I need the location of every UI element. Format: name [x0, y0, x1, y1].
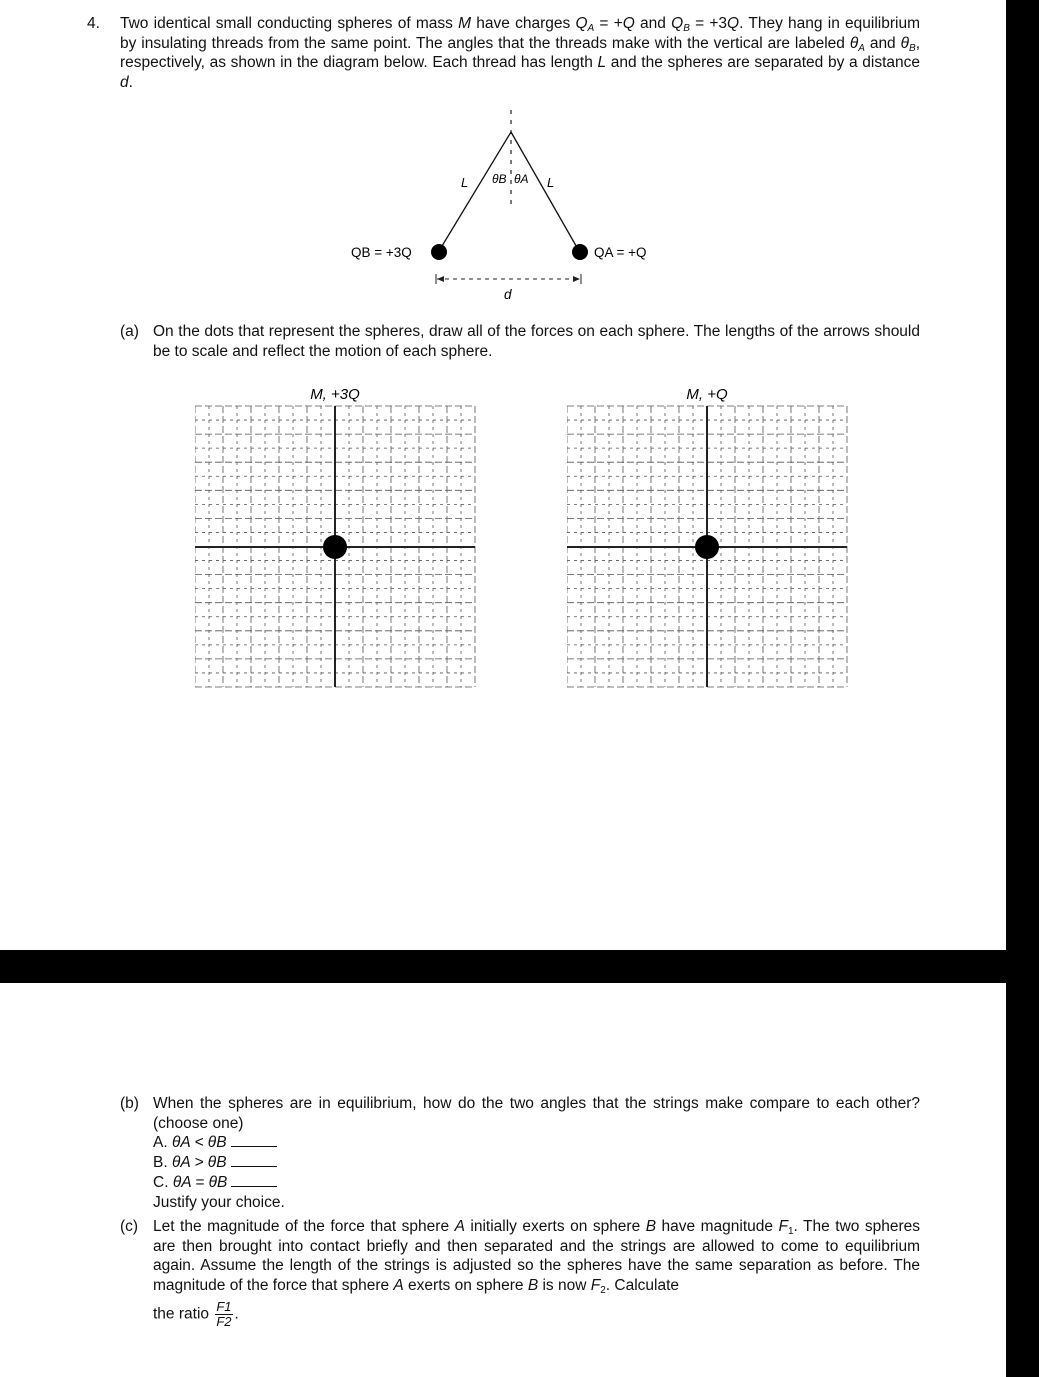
problem-intro [87, 14, 920, 93]
option-b-relation: θA > θB [171, 1154, 227, 1172]
part-b [120, 1094, 920, 1212]
option-a[interactable] [153, 1133, 920, 1153]
label-L-right: L [547, 175, 555, 190]
option-a-letter: A. [153, 1134, 168, 1152]
separation-arrow-left [437, 276, 444, 282]
part-c-label: (c) [120, 1218, 139, 1235]
ratio-line: the ratio $\frac{F1}{F2}$ . [153, 1298, 239, 1329]
sphere-b-dot [431, 244, 447, 260]
justify-prompt: Justify your choice. [153, 1193, 285, 1211]
ratio-prefix: the ratio [153, 1305, 210, 1323]
ratio-denominator: F2 [216, 1313, 232, 1329]
option-c-letter: C. [153, 1173, 169, 1191]
label-theta-b: θB [492, 172, 507, 186]
option-b-letter: B. [153, 1154, 168, 1172]
force-grid-right[interactable] [567, 383, 849, 693]
label-qa: QA = +Q [594, 245, 647, 260]
part-c-text: Let the magnitude of the force that sphere A initially exerts on sphere B have magnitude $F_1$. The two spheres are then brought into contact briefly and then separated and the strings are allowed to come to equilibrium again. Assume the length of the strings is adjusted so the spheres have the same separation as before. The magnitude of the force that sphere A exerts on sphere B is now $F_2$. Calculate [153, 1218, 921, 1297]
grid-left-label: M, +3Q [310, 386, 360, 403]
option-c[interactable] [153, 1173, 920, 1193]
option-c-relation: θA = θB [172, 1173, 228, 1191]
grid-right-sphere-dot[interactable] [695, 535, 719, 559]
separation-arrow-right [573, 276, 580, 282]
option-c-blank[interactable] [231, 1174, 277, 1187]
option-b-blank[interactable] [231, 1154, 277, 1167]
part-b-label: (b) [120, 1095, 139, 1112]
page-bottom [0, 983, 1006, 1377]
hanging-spheres-diagram [340, 105, 680, 305]
part-b-question: When the spheres are in equilibrium, how do the two angles that the strings make compare to each other? (choose one) [153, 1095, 920, 1132]
force-grid-left[interactable] [195, 383, 477, 693]
thread-a [511, 132, 579, 251]
part-a [120, 322, 920, 361]
label-theta-a: θA [514, 172, 529, 186]
part-c [120, 1217, 920, 1329]
label-qb: QB = +3Q [351, 245, 412, 260]
grid-left-sphere-dot[interactable] [323, 535, 347, 559]
problem-number: 4. [87, 15, 100, 32]
problem-intro-text: Two identical small conducting spheres of mass M have charges $Q_A = +Q$ and $Q_B = +3Q$. They hang in equilibrium by insulating threads from the same point. The angles that the threads make with the vertical are labeled $\theta_A$ and $\theta_B$, respectively, as shown in the diagram below. Each thread has length L and the spheres are separated by a distance d. [120, 15, 920, 92]
option-b[interactable] [153, 1153, 920, 1173]
grid-right-label: M, +Q [686, 386, 728, 403]
part-b-options [153, 1133, 920, 1212]
label-L-left: L [461, 175, 469, 190]
thread-b [439, 132, 511, 251]
option-a-blank[interactable] [231, 1134, 277, 1147]
ratio-fraction [215, 1300, 232, 1329]
label-d: d [504, 287, 512, 302]
ratio-numerator: F1 [216, 1298, 232, 1314]
option-a-relation: θA < θB [171, 1134, 227, 1152]
part-a-label: (a) [120, 323, 139, 340]
sphere-a-dot [572, 244, 588, 260]
part-a-text: On the dots that represent the spheres, draw all of the forces on each sphere. The lengths of the arrows should be to scale and reflect the motion of each sphere. [153, 323, 920, 360]
